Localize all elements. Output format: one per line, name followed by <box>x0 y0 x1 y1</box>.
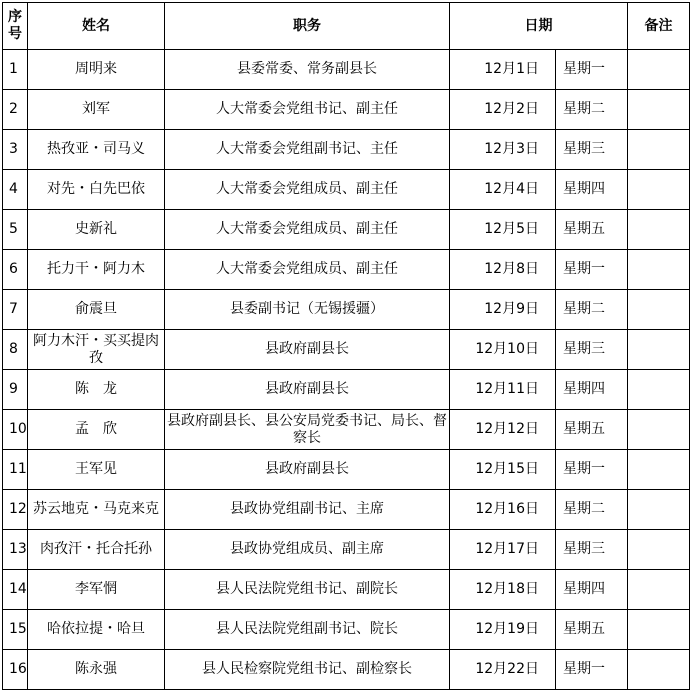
row-remark <box>628 210 690 250</box>
row-remark <box>628 530 690 570</box>
row-name: 王军见 <box>28 450 165 490</box>
row-date: 12月17日 <box>450 530 556 570</box>
row-index: 4 <box>3 170 28 210</box>
row-index: 3 <box>3 130 28 170</box>
row-remark <box>628 50 690 90</box>
row-remark <box>628 330 690 370</box>
row-date: 12月22日 <box>450 650 556 690</box>
row-remark <box>628 370 690 410</box>
row-remark <box>628 90 690 130</box>
row-index: 6 <box>3 250 28 290</box>
row-position: 人大常委会党组成员、副主任 <box>165 210 450 250</box>
row-index: 11 <box>3 450 28 490</box>
row-position: 人大常委会党组成员、副主任 <box>165 170 450 210</box>
row-name: 俞震旦 <box>28 290 165 330</box>
row-position: 县政府副县长 <box>165 330 450 370</box>
table-row <box>3 530 690 570</box>
row-date: 12月3日 <box>450 130 556 170</box>
row-position: 县人民检察院党组书记、副检察长 <box>165 650 450 690</box>
row-index: 2 <box>3 90 28 130</box>
row-name: 周明来 <box>28 50 165 90</box>
row-remark <box>628 650 690 690</box>
row-index: 12 <box>3 490 28 530</box>
row-index: 7 <box>3 290 28 330</box>
table-row <box>3 650 690 690</box>
row-weekday: 星期五 <box>556 210 628 250</box>
row-position: 县人民法院党组书记、副院长 <box>165 570 450 610</box>
row-index: 9 <box>3 370 28 410</box>
row-position: 县政协党组副书记、主席 <box>165 490 450 530</box>
header-position: 职务 <box>165 3 450 50</box>
row-date: 12月5日 <box>450 210 556 250</box>
row-date: 12月19日 <box>450 610 556 650</box>
row-name: 托力干・阿力木 <box>28 250 165 290</box>
header-remark: 备注 <box>628 3 690 50</box>
row-date: 12月10日 <box>450 330 556 370</box>
row-weekday: 星期五 <box>556 410 628 450</box>
table-row <box>3 290 690 330</box>
row-index: 16 <box>3 650 28 690</box>
row-remark <box>628 250 690 290</box>
row-position: 县政协党组成员、副主席 <box>165 530 450 570</box>
table-row <box>3 450 690 490</box>
row-weekday: 星期二 <box>556 290 628 330</box>
row-index: 1 <box>3 50 28 90</box>
row-weekday: 星期一 <box>556 250 628 290</box>
row-date: 12月2日 <box>450 90 556 130</box>
row-date: 12月9日 <box>450 290 556 330</box>
row-date: 12月18日 <box>450 570 556 610</box>
duty-schedule-table <box>2 2 690 690</box>
row-name: 李军惘 <box>28 570 165 610</box>
row-position: 县人民法院党组副书记、院长 <box>165 610 450 650</box>
row-name: 陈 龙 <box>28 370 165 410</box>
row-remark <box>628 490 690 530</box>
row-position: 人大常委会党组副书记、主任 <box>165 130 450 170</box>
header-row <box>3 3 690 50</box>
row-date: 12月16日 <box>450 490 556 530</box>
row-name: 阿力木汗・买买提肉孜 <box>28 330 165 370</box>
row-date: 12月8日 <box>450 250 556 290</box>
table-row <box>3 490 690 530</box>
table-row <box>3 410 690 450</box>
row-weekday: 星期四 <box>556 170 628 210</box>
row-remark <box>628 130 690 170</box>
row-weekday: 星期三 <box>556 330 628 370</box>
row-weekday: 星期二 <box>556 490 628 530</box>
table-row <box>3 370 690 410</box>
row-weekday: 星期三 <box>556 530 628 570</box>
row-remark <box>628 410 690 450</box>
row-date: 12月12日 <box>450 410 556 450</box>
table-row <box>3 250 690 290</box>
row-weekday: 星期一 <box>556 650 628 690</box>
row-weekday: 星期四 <box>556 570 628 610</box>
row-weekday: 星期四 <box>556 370 628 410</box>
row-name: 对先・白先巴依 <box>28 170 165 210</box>
row-name: 热孜亚・司马义 <box>28 130 165 170</box>
row-remark <box>628 610 690 650</box>
row-weekday: 星期一 <box>556 450 628 490</box>
row-position: 县政府副县长 <box>165 370 450 410</box>
row-name: 哈依拉提・哈旦 <box>28 610 165 650</box>
row-position: 县委常委、常务副县长 <box>165 50 450 90</box>
row-position: 县政府副县长 <box>165 450 450 490</box>
table-row <box>3 170 690 210</box>
row-index: 15 <box>3 610 28 650</box>
row-remark <box>628 170 690 210</box>
row-remark <box>628 450 690 490</box>
header-date: 日期 <box>450 3 628 50</box>
row-position: 人大常委会党组成员、副主任 <box>165 250 450 290</box>
table-row <box>3 330 690 370</box>
row-remark <box>628 570 690 610</box>
row-name: 孟 欣 <box>28 410 165 450</box>
row-name: 苏云地克・马克来克 <box>28 490 165 530</box>
row-remark <box>628 290 690 330</box>
row-date: 12月15日 <box>450 450 556 490</box>
row-date: 12月4日 <box>450 170 556 210</box>
table-row <box>3 50 690 90</box>
row-name: 陈永强 <box>28 650 165 690</box>
row-weekday: 星期五 <box>556 610 628 650</box>
row-weekday: 星期三 <box>556 130 628 170</box>
row-name: 刘军 <box>28 90 165 130</box>
table-row <box>3 570 690 610</box>
row-position: 县委副书记（无锡援疆） <box>165 290 450 330</box>
table-row <box>3 130 690 170</box>
row-weekday: 星期一 <box>556 50 628 90</box>
row-name: 肉孜汗・托合托孙 <box>28 530 165 570</box>
row-position: 县政府副县长、县公安局党委书记、局长、督察长 <box>165 410 450 450</box>
row-date: 12月1日 <box>450 50 556 90</box>
table-body <box>3 50 690 690</box>
row-index: 8 <box>3 330 28 370</box>
table-row <box>3 90 690 130</box>
header-index: 序号 <box>3 3 28 50</box>
row-position: 人大常委会党组书记、副主任 <box>165 90 450 130</box>
table-row <box>3 210 690 250</box>
row-index: 13 <box>3 530 28 570</box>
row-name: 史新礼 <box>28 210 165 250</box>
row-weekday: 星期二 <box>556 90 628 130</box>
row-index: 5 <box>3 210 28 250</box>
row-date: 12月11日 <box>450 370 556 410</box>
row-index: 10 <box>3 410 28 450</box>
row-index: 14 <box>3 570 28 610</box>
table-row <box>3 610 690 650</box>
header-name: 姓名 <box>28 3 165 50</box>
